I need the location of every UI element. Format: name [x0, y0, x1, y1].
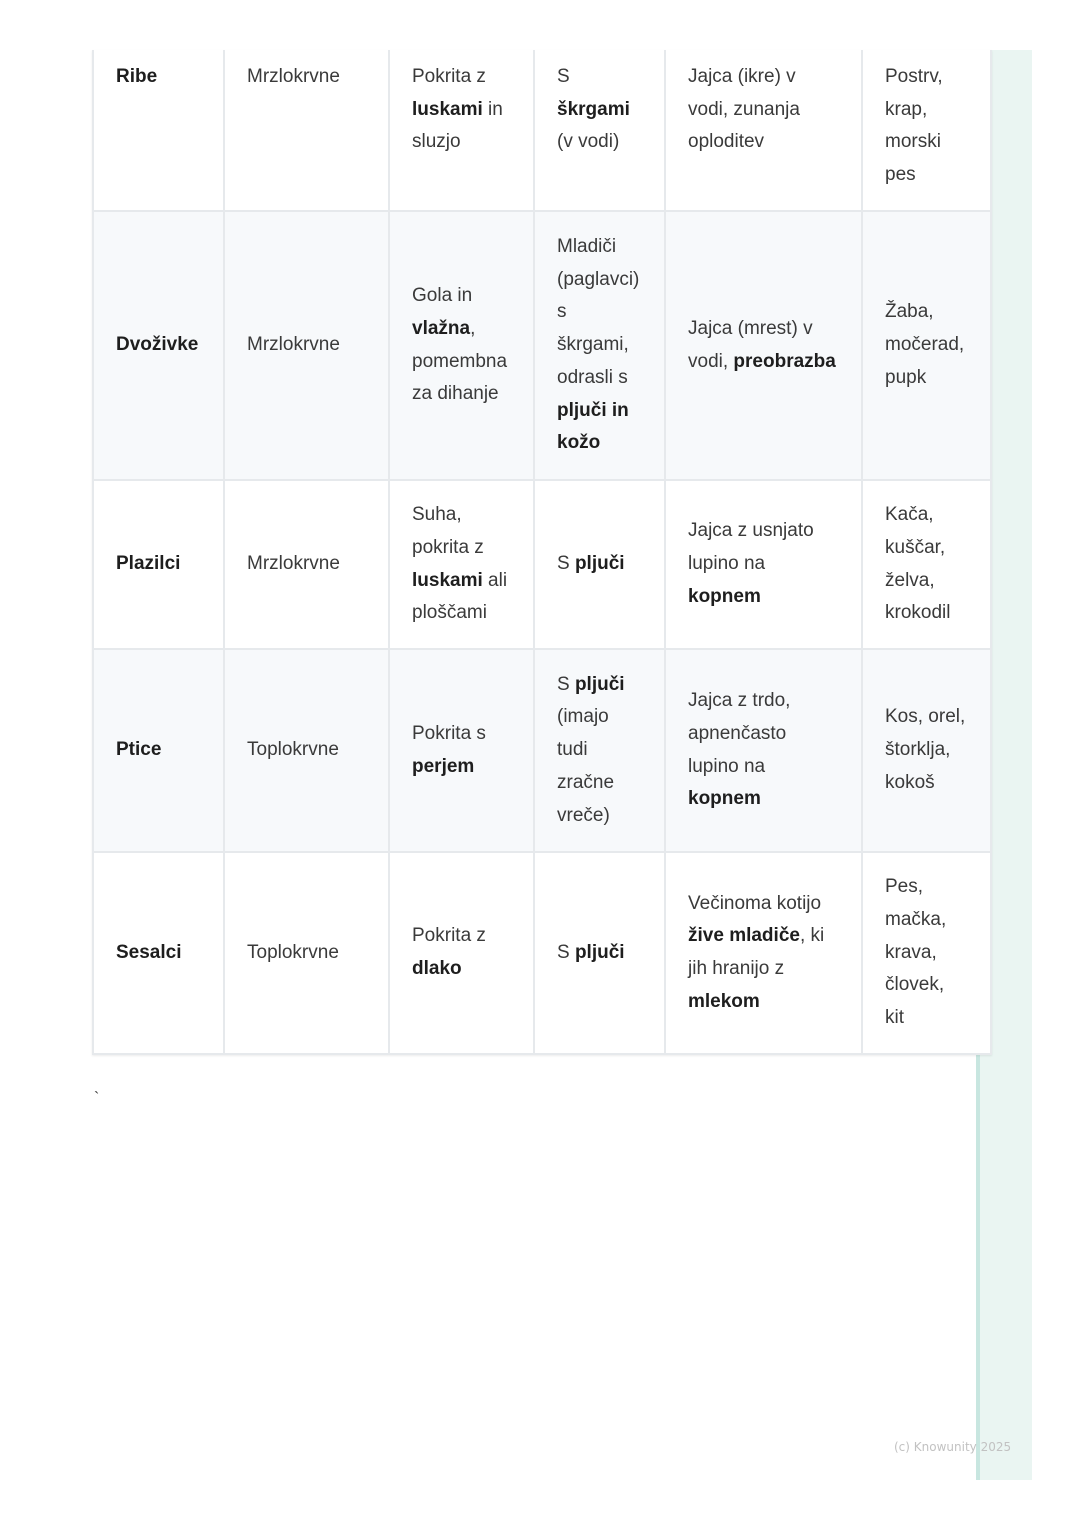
breathing-cell [534, 50, 665, 211]
text: (v vodi) [557, 131, 620, 153]
text: Jajca z usnjato lupino na [688, 520, 814, 575]
reproduction-cell [665, 50, 862, 211]
blood-cell: Mrzlokrvne [224, 211, 389, 480]
text: Pokrita s [412, 722, 486, 744]
group-cell: Dvoživke [93, 211, 224, 480]
text: ali ploščami [412, 569, 508, 624]
examples-cell [862, 852, 991, 1054]
blood-cell: Toplokrvne [224, 852, 389, 1054]
table-row-plazilci [93, 480, 991, 649]
group-cell: Sesalci [93, 852, 224, 1054]
skin-cell [389, 649, 534, 852]
skin-cell [389, 852, 534, 1054]
examples-cell [862, 649, 991, 852]
text: S [557, 941, 575, 963]
text: Kača, kuščar, želva, krokodil [885, 504, 951, 624]
bold-text: pljuči [574, 941, 625, 963]
text: S [557, 553, 575, 575]
text: in sluzjo [412, 98, 503, 153]
text: Jajca z trdo, apnenčasto lupino na [688, 690, 791, 777]
table-row-sesalci [93, 852, 991, 1054]
text: Pes, mačka, krava, človek, kit [885, 876, 947, 1029]
blood-cell: Mrzlokrvne [224, 50, 389, 211]
reproduction-cell [665, 852, 862, 1054]
bold-text: pljuči [574, 553, 625, 575]
text: Pokrita z [412, 925, 486, 947]
breathing-cell [534, 852, 665, 1054]
footer-copyright: (c) Knowunity 2025 [894, 1440, 1012, 1454]
text: Žaba, močerad, pupk [885, 301, 965, 388]
text: , ki jih hranijo z [688, 925, 825, 979]
reproduction-cell [665, 649, 862, 852]
table-row-ptice [93, 649, 991, 852]
blood-cell: Mrzlokrvne [224, 480, 389, 649]
reproduction-cell [665, 480, 862, 649]
examples-cell [862, 211, 991, 480]
breathing-cell [534, 480, 665, 649]
bold-text: luskami [412, 98, 483, 120]
skin-cell [389, 480, 534, 649]
bold-text: škrgami [557, 98, 630, 120]
text: Jajca (ikre) v vodi, zunanja oploditev [688, 66, 800, 153]
text: , pomembna za dihanje [412, 317, 508, 405]
examples-cell [862, 50, 991, 211]
breathing-cell [534, 211, 665, 480]
skin-cell [389, 211, 534, 480]
text: Pokrita z [412, 66, 486, 87]
bold-text: mlekom [688, 990, 760, 1012]
examples-cell [862, 480, 991, 649]
vertebrate-comparison-table [92, 50, 992, 1055]
text: S [557, 673, 575, 695]
text: Gola in [412, 285, 473, 307]
text: (imajo tudi zračne vreče) [557, 706, 615, 826]
bold-text: žive mladiče [688, 925, 800, 947]
bold-text: pljuči in kožo [557, 399, 629, 454]
table-row-dvozivke [93, 211, 991, 480]
group-cell: Ribe [93, 50, 224, 211]
text: Kos, orel, štorklja, kokoš [885, 706, 966, 793]
bold-text: preobrazba [733, 350, 836, 372]
skin-cell [389, 50, 534, 211]
text: Postrv, krap, morski pes [885, 66, 943, 186]
bold-text: dlako [412, 958, 462, 979]
text: Jajca (mrest) v vodi, [688, 317, 813, 372]
text: Suha, pokrita z [412, 504, 484, 558]
text: Večinoma kotijo [688, 892, 822, 914]
bold-text: kopnem [688, 788, 761, 810]
breathing-cell [534, 649, 665, 852]
bold-text: pljuči [574, 673, 625, 695]
blood-cell: Toplokrvne [224, 649, 389, 852]
bold-text: perjem [412, 755, 475, 777]
group-cell: Plazilci [93, 480, 224, 649]
table-row-ribe [93, 50, 991, 211]
text: Mladiči (paglavci) s škrgami, odrasli s [557, 236, 640, 388]
bold-text: luskami [412, 569, 483, 591]
group-cell: Ptice [93, 649, 224, 852]
bold-text: kopnem [688, 585, 761, 607]
bold-text: vlažna [412, 317, 471, 339]
reproduction-cell [665, 211, 862, 480]
stray-mark: ` [94, 1090, 100, 1107]
text: S [557, 66, 570, 87]
